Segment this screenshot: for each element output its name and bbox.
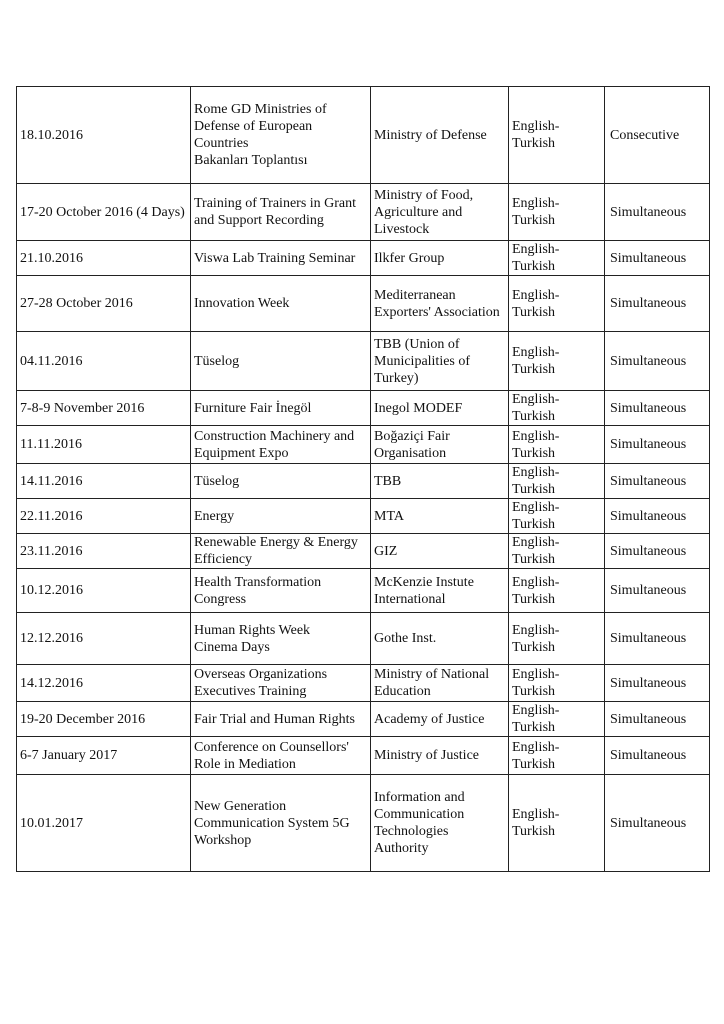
date-cell: 10.01.2017 [17, 775, 191, 872]
languages-cell: English- Turkish [509, 665, 605, 702]
table-row [17, 737, 710, 775]
mode-cell: Simultaneous [605, 499, 710, 534]
client-cell: GIZ [371, 534, 509, 569]
date-cell: 11.11.2016 [17, 426, 191, 464]
date-cell: 21.10.2016 [17, 241, 191, 276]
table-row [17, 241, 710, 276]
event-cell: Conference on Counsellors' Role in Mediation [191, 737, 371, 775]
languages-cell: English- Turkish [509, 184, 605, 241]
mode-cell: Simultaneous [605, 702, 710, 737]
client-cell: TBB [371, 464, 509, 499]
languages-cell: English- Turkish [509, 613, 605, 665]
languages-cell: English- Turkish [509, 391, 605, 426]
event-cell: Viswa Lab Training Seminar [191, 241, 371, 276]
date-cell: 19-20 December 2016 [17, 702, 191, 737]
languages-cell: English- Turkish [509, 569, 605, 613]
table-row [17, 665, 710, 702]
languages-cell: English- Turkish [509, 499, 605, 534]
date-cell: 18.10.2016 [17, 87, 191, 184]
date-cell: 17-20 October 2016 (4 Days) [17, 184, 191, 241]
event-cell: Furniture Fair İnegöl [191, 391, 371, 426]
client-cell: McKenzie Instute International [371, 569, 509, 613]
table-row [17, 775, 710, 872]
event-cell: Human Rights Week Cinema Days [191, 613, 371, 665]
languages-cell: English- Turkish [509, 775, 605, 872]
mode-cell: Simultaneous [605, 569, 710, 613]
mode-cell: Simultaneous [605, 241, 710, 276]
mode-cell: Simultaneous [605, 613, 710, 665]
client-cell: Ministry of Defense [371, 87, 509, 184]
languages-cell: English- Turkish [509, 464, 605, 499]
event-cell: Rome GD Ministries of Defense of European Countries Bakanları Toplantısı [191, 87, 371, 184]
mode-cell: Simultaneous [605, 391, 710, 426]
client-cell: Academy of Justice [371, 702, 509, 737]
table-row [17, 391, 710, 426]
client-cell: Ministry of Food, Agriculture and Livestock [371, 184, 509, 241]
languages-cell: English- Turkish [509, 737, 605, 775]
events-table [16, 86, 710, 872]
client-cell: Inegol MODEF [371, 391, 509, 426]
client-cell: Boğaziçi Fair Organisation [371, 426, 509, 464]
mode-cell: Simultaneous [605, 464, 710, 499]
date-cell: 27-28 October 2016 [17, 276, 191, 332]
table-row [17, 332, 710, 391]
event-cell: Construction Machinery and Equipment Expo [191, 426, 371, 464]
date-cell: 14.11.2016 [17, 464, 191, 499]
mode-cell: Consecutive [605, 87, 710, 184]
mode-cell: Simultaneous [605, 665, 710, 702]
event-cell: Fair Trial and Human Rights [191, 702, 371, 737]
event-cell: Tüselog [191, 464, 371, 499]
table-row [17, 276, 710, 332]
date-cell: 23.11.2016 [17, 534, 191, 569]
event-cell: Energy [191, 499, 371, 534]
event-cell: Tüselog [191, 332, 371, 391]
mode-cell: Simultaneous [605, 737, 710, 775]
date-cell: 12.12.2016 [17, 613, 191, 665]
client-cell: TBB (Union of Municipalities of Turkey) [371, 332, 509, 391]
table-row [17, 499, 710, 534]
mode-cell: Simultaneous [605, 332, 710, 391]
mode-cell: Simultaneous [605, 775, 710, 872]
mode-cell: Simultaneous [605, 426, 710, 464]
mode-cell: Simultaneous [605, 184, 710, 241]
client-cell: Ministry of Justice [371, 737, 509, 775]
table-row [17, 569, 710, 613]
date-cell: 6-7 January 2017 [17, 737, 191, 775]
event-cell: Training of Trainers in Grant and Support Recording [191, 184, 371, 241]
languages-cell: English- Turkish [509, 332, 605, 391]
client-cell: Mediterranean Exporters' Association [371, 276, 509, 332]
table-row [17, 613, 710, 665]
events-table-body [17, 87, 710, 872]
client-cell: Gothe Inst. [371, 613, 509, 665]
client-cell: MTA [371, 499, 509, 534]
event-cell: New Generation Communication System 5G Workshop [191, 775, 371, 872]
languages-cell: English- Turkish [509, 426, 605, 464]
document-page [16, 86, 709, 872]
table-row [17, 702, 710, 737]
event-cell: Health Transformation Congress [191, 569, 371, 613]
table-row [17, 184, 710, 241]
date-cell: 04.11.2016 [17, 332, 191, 391]
table-row [17, 426, 710, 464]
date-cell: 7-8-9 November 2016 [17, 391, 191, 426]
languages-cell: English- Turkish [509, 276, 605, 332]
event-cell: Overseas Organizations Executives Training [191, 665, 371, 702]
event-cell: Renewable Energy & Energy Efficiency [191, 534, 371, 569]
mode-cell: Simultaneous [605, 534, 710, 569]
client-cell: Information and Communication Technologies Authority [371, 775, 509, 872]
languages-cell: English- Turkish [509, 702, 605, 737]
table-row [17, 87, 710, 184]
date-cell: 22.11.2016 [17, 499, 191, 534]
client-cell: Ministry of National Education [371, 665, 509, 702]
date-cell: 14.12.2016 [17, 665, 191, 702]
languages-cell: English- Turkish [509, 534, 605, 569]
client-cell: Ilkfer Group [371, 241, 509, 276]
mode-cell: Simultaneous [605, 276, 710, 332]
event-cell: Innovation Week [191, 276, 371, 332]
languages-cell: English- Turkish [509, 241, 605, 276]
table-row [17, 464, 710, 499]
table-row [17, 534, 710, 569]
languages-cell: English- Turkish [509, 87, 605, 184]
date-cell: 10.12.2016 [17, 569, 191, 613]
